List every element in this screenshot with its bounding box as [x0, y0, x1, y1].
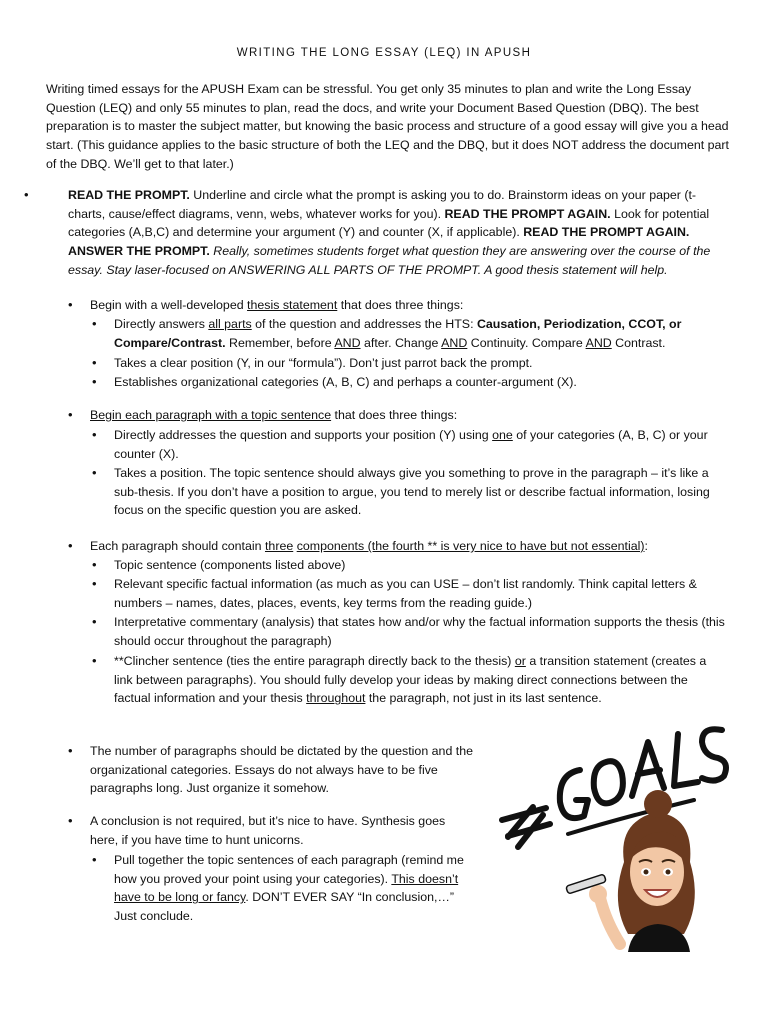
components-post: :: [644, 539, 648, 553]
list-item-topic: [70, 406, 730, 425]
conclusion-sub-underline: This doesn’t have to be long or fancy: [114, 871, 459, 905]
bullet: •: [92, 316, 97, 331]
bullet: •: [92, 355, 97, 370]
bullet: •: [92, 653, 97, 668]
bullet: •: [92, 374, 97, 389]
thesis-post: that does three things:: [337, 298, 464, 312]
list-item-components-c: [92, 613, 726, 650]
thesis-a-t1: Remember, before: [225, 335, 335, 350]
bullet: •: [92, 852, 97, 867]
read-prompt-text-2: Look for potential categories (A,B,C) and determine your argument (Y) and counter (X, if applicable).: [68, 206, 710, 240]
bullet: •: [92, 576, 97, 591]
thesis-pre: Begin with a well-developed: [90, 298, 248, 312]
bullet: •: [92, 614, 97, 629]
bullet: •: [92, 465, 97, 480]
bullet: •: [68, 538, 73, 553]
thesis-c-text: Establishes organizational categories (A, B, C) and perhaps a counter-argument (X).: [114, 375, 577, 389]
components-pre: Each paragraph should contain: [90, 539, 265, 553]
thesis-a-t3: Continuity. Compare: [467, 335, 586, 350]
conclusion-text: A conclusion is not required, but it’s nice to have. Synthesis goes here, if you have time to hunt unicorns.: [90, 814, 446, 847]
intro-paragraph: Writing timed essays for the APUSH Exam can be stressful. You get only 35 minutes to plan and write the Long Essay Question (LEQ) and only 55 minutes to plan, read the docs, and write your Document Based Question (DBQ). The best preparation is to master the subject matter, but knowing the basic process and structure of a good essay will give you a head start. (This guidance applies to the basic structure of both the LEQ and the DBQ, but it does NOT address the document part of the DBQ. We’ll get to that later.): [46, 82, 730, 171]
bullet: •: [68, 813, 73, 828]
components-d-underline: or: [514, 654, 526, 668]
topic-a-pre: Directly addresses the question and supports your position (Y) using: [114, 428, 493, 442]
components-d-pre: **Clincher sentence (ties the entire paragraph directly back to the thesis): [114, 654, 515, 668]
thesis-a-t2: after. Change: [360, 335, 442, 350]
components-c-text: Interpretative commentary (analysis) that states how and/or why the factual information supports the thesis (this should occur throughout the paragraph): [114, 615, 725, 648]
thesis-a-pre: Directly answers: [114, 317, 209, 331]
thesis-a-t4: Contrast.: [611, 335, 666, 350]
read-prompt-italic: Really, sometimes students forget what question they are answering over the course of the essay. Stay laser-focused on ANSWERING ALL PARTS OF THE PROMPT. A good thesis statement will help.: [68, 244, 711, 277]
list-item-topic-a: [92, 426, 726, 463]
list-item-thesis-c: [92, 373, 726, 392]
conclusion-sub-post: . DON’T EVER SAY “In conclusion,…” Just conclude.: [114, 890, 454, 924]
components-underline-2: components (the fourth ** is very nice to have but not essential): [296, 539, 645, 553]
components-d-mid: a transition statement (creates a link between paragraphs). You should fully develop your ideas by making direct connections between the factual information and your thesis: [114, 654, 707, 706]
read-prompt-bold-3: READ THE PROMPT AGAIN. ANSWER THE PROMPT.: [68, 225, 690, 259]
topic-post: that does three things:: [331, 408, 458, 422]
goals-illustration: [488, 712, 730, 952]
read-prompt-bold-1: READ THE PROMPT.: [68, 188, 190, 202]
list-item-conclusion: [70, 812, 470, 849]
thesis-b-text: Takes a clear position (Y, in our “formula”). Don’t just parrot back the prompt.: [114, 356, 533, 370]
list-item-components-d: [92, 652, 726, 708]
components-b-text: Relevant specific factual information (as much as you can USE – don’t list randomly. Think capital letters & numbers – names, dates, places, events, key terms from the reading guide.): [114, 577, 697, 610]
list-item-read-prompt: [24, 186, 726, 280]
thesis-a-and-2: AND: [441, 335, 468, 350]
components-underline-1: three: [264, 539, 294, 553]
thesis-a-mid: of the question and addresses the HTS:: [251, 317, 477, 331]
topic-b-text: Takes a position. The topic sentence should always give you something to prove in the paragraph – it’s like a sub-thesis. If you don’t have a position to argue, you tend to merely list or describe factual information, losing focus on the specific question you are asked.: [114, 466, 710, 518]
list-item-components: [70, 537, 730, 556]
read-prompt-text-1: Underline and circle what the prompt is asking you to do. Brainstorm ideas on your paper (t-charts, cause/effect diagrams, venn, webs, whatever works for you).: [68, 188, 697, 221]
components-d-post: the paragraph, not just in its last sentence.: [365, 691, 602, 706]
list-item-components-a: [92, 556, 726, 575]
list-item-conclusion-sub: [92, 851, 479, 926]
thesis-a-underline: all parts: [208, 317, 252, 331]
bullet: •: [68, 743, 73, 758]
bullet: •: [68, 297, 73, 312]
list-item-thesis: [70, 296, 730, 315]
bullet: •: [24, 187, 29, 202]
thesis-a-and-1: AND: [334, 335, 361, 350]
list-item-topic-b: [92, 464, 726, 520]
list-item-components-b: [92, 575, 726, 612]
bullet: •: [68, 407, 73, 422]
list-item-paragraphs: [70, 742, 492, 798]
thesis-underline: thesis statement: [247, 298, 338, 312]
list-item-thesis-a: [92, 315, 726, 352]
components-d-underline-2: throughout: [306, 691, 366, 706]
conclusion-sub-pre: Pull together the topic sentences of each paragraph (remind me how you proved your point using your categories).: [114, 853, 464, 886]
topic-a-post: of your categories (A, B, C) or your counter (X).: [114, 428, 708, 461]
list-item-thesis-b: [92, 354, 726, 373]
thesis-a-bold: Causation, Periodization, CCOT, or Compare/Contrast.: [114, 317, 682, 350]
topic-underline: Begin each paragraph with a topic sentence: [90, 408, 332, 422]
bullet: •: [92, 427, 97, 442]
paragraphs-text: The number of paragraphs should be dictated by the question and the organizational categories. Essays do not always have to be five paragraphs long. Just organize it somehow.: [90, 744, 473, 796]
thesis-a-and-3: AND: [585, 335, 612, 350]
components-a-text: Topic sentence (components listed above): [114, 558, 346, 572]
topic-a-underline: one: [492, 428, 513, 442]
page-title: WRITING THE LONG ESSAY (LEQ) IN APUSH: [236, 47, 532, 59]
bullet: •: [92, 557, 97, 572]
read-prompt-bold-2: READ THE PROMPT AGAIN.: [444, 206, 611, 221]
